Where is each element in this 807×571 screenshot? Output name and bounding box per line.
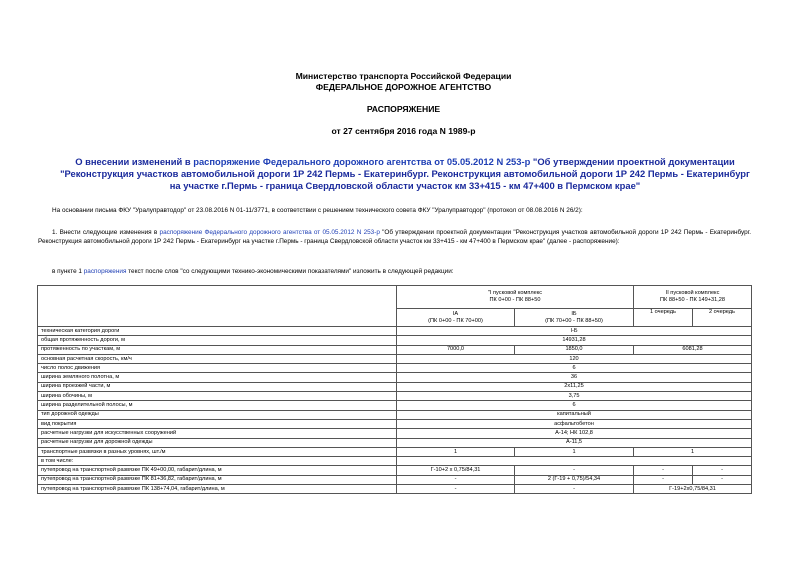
p3-prefix: в пункте 1 [52,268,84,275]
table-header-blank-2 [38,309,397,327]
p3-link[interactable]: распоряжения [83,268,127,275]
table-cell: - [634,466,693,475]
table-row [38,345,752,354]
ministry-name: Министерство транспорта Российской Федерации [295,71,512,81]
table-cell: 120 [397,354,752,363]
table-cell: 14931,28 [397,336,752,345]
table-cell: капитальный [397,410,752,419]
table-cell: тип дорожной одежды [38,410,397,419]
table-cell: Г-19+2х0,75/84,31 [634,485,752,494]
table-cell: расчетные нагрузки для искусственных сооружений [38,429,397,438]
table-cell: А-14; НК 102,8 [397,429,752,438]
table-row [38,373,752,382]
paragraph-basis: На основании письма ФКУ "Уралуправтодор" от 23.08.2016 N 01-11/3771, в соответствии с решением технического совета ФКУ "Уралуправтодор" (протокол от 08.08.2016 N 26/2): [52,207,583,214]
paragraph-clause [38,267,751,276]
header-complex-1: "I пусковой комплекс ПК 0+00 - ПК 88+50 [397,286,634,309]
table-row [38,327,752,336]
table-row [38,382,752,391]
paragraph-item-1 [38,228,751,246]
table-cell: путепровод на транспортной развязке ПК 81+36,82, габарит/длина, м [38,475,397,484]
table-row [38,336,752,345]
header-ib: IБ (ПК 70+00 - ПК 88+50) [515,309,634,327]
table-cell: - [515,466,634,475]
p2-link[interactable]: распоряжение Федерального дорожного агентства от 05.05.2012 N 253-р [159,229,380,236]
title-prefix: О внесении изменений в [75,156,194,167]
table-cell: 36 [397,373,752,382]
document-type: РАСПОРЯЖЕНИЕ [366,104,441,114]
p2-prefix: 1. Внести следующие изменения в [52,229,160,236]
title-rest: "Об утверждении проектной документации "Реконструкция участков автомобильной дороги 1Р 242 Пермь - Екатеринбург. Реконструкция автомобильной дороги 1Р 242 Пермь - Екатеринбург на участке г.Пермь - граница Свердловской области участок км 33+415 - км 47+400 в Пермском крае" [60,156,750,191]
table-cell: 3,75 [397,392,752,401]
table-cell: число полос движения [38,364,397,373]
table-cell: 1850,0 [515,345,634,354]
table-cell: I-Б [397,327,752,336]
table-row [38,419,752,428]
document-date: от 27 сентября 2016 года N 1989-р [331,126,476,136]
table-cell: Г-10+2 х 0,75/84,31 [397,466,515,475]
table-cell: 6081,28 [634,345,752,354]
agency-name: ФЕДЕРАЛЬНОЕ ДОРОЖНОЕ АГЕНТСТВО [315,82,492,92]
table-cell: ширина обочины, м [38,392,397,401]
table-cell: асфальтобетон [397,419,752,428]
table-cell: в том числе: [38,457,397,466]
header-ia: IA (ПК 0+00 - ПК 70+00) [397,309,515,327]
table-cell: 7000,0 [397,345,515,354]
p3-rest: текст после слов "со следующими технико-экономическими показателями" изложить в следующей редакции: [126,268,454,275]
header-complex-2: II пусковой комплекс ПК 88+50 - ПК 149+31,28 [634,286,752,309]
table-row [38,475,752,484]
table-row [38,485,752,494]
table-cell: А-11,5 [397,438,752,447]
table-cell: протяженность по участкам, м [38,345,397,354]
table-header-row-2 [38,309,752,327]
table-cell: ширина проезжей части, м [38,382,397,391]
table-cell: 2 (Г-19 + 0,75)/54,34 [515,475,634,484]
table-cell: вид покрытия [38,419,397,428]
table-cell: - [515,485,634,494]
table-cell: транспортные развязки в разных уровнях, шт./м [38,447,397,456]
table-cell: 6 [397,401,752,410]
table-row [38,364,752,373]
table-cell: общая протяженность дороги, м [38,336,397,345]
table-cell: 1 [397,447,515,456]
table-cell: 1 [515,447,634,456]
table-cell: - [397,475,515,484]
table-cell: 2х11,25 [397,382,752,391]
table-cell: путепровод на транспортной развязке ПК 49+00,00, габарит/длина, м [38,466,397,475]
table-cell: техническая категория дороги [38,327,397,336]
table-cell: - [634,475,693,484]
table-header-row-1 [38,286,752,309]
title-link[interactable]: распоряжение Федерального дорожного агентства от 05.05.2012 N 253-р [193,156,531,167]
table-cell: расчетные нагрузки для дорожной одежды [38,438,397,447]
header-queue-2: 2 очередь [693,309,752,327]
table-row [38,401,752,410]
table-cell: ширина разделительной полосы, м [38,401,397,410]
indicators-table [37,285,752,494]
table-row [38,410,752,419]
table-cell: 6 [397,364,752,373]
table-header-blank [38,286,397,309]
table-cell: 1 [634,447,752,456]
table-cell [397,457,752,466]
table-row [38,429,752,438]
table-cell: основная расчетная скорость, км/ч [38,354,397,363]
table-row [38,447,752,456]
document-title [60,156,750,192]
table-cell: ширина земляного полотна, м [38,373,397,382]
table-cell: - [693,466,752,475]
table-row [38,354,752,363]
table-row [38,392,752,401]
table-row [38,457,752,466]
table-cell: путепровод на транспортной развязке ПК 138+74,04, габарит/длина, м [38,485,397,494]
table-row [38,466,752,475]
table-cell: - [693,475,752,484]
table-row [38,438,752,447]
header-queue-1: 1 очередь [634,309,693,327]
table-cell: - [397,485,515,494]
p2-rest: "Об утверждении проектной документации "Реконструкция участков автомобильной дороги 1Р 242 Пермь - Екатеринбург. Реконструкция автомобильной дороги 1Р 242 Пермь - Екатеринбург на участке г.Пермь - граница Свердловской области участок км 33+415 - км 47+400 в Пермском крае" (далее - распоряжение): [38,229,751,245]
